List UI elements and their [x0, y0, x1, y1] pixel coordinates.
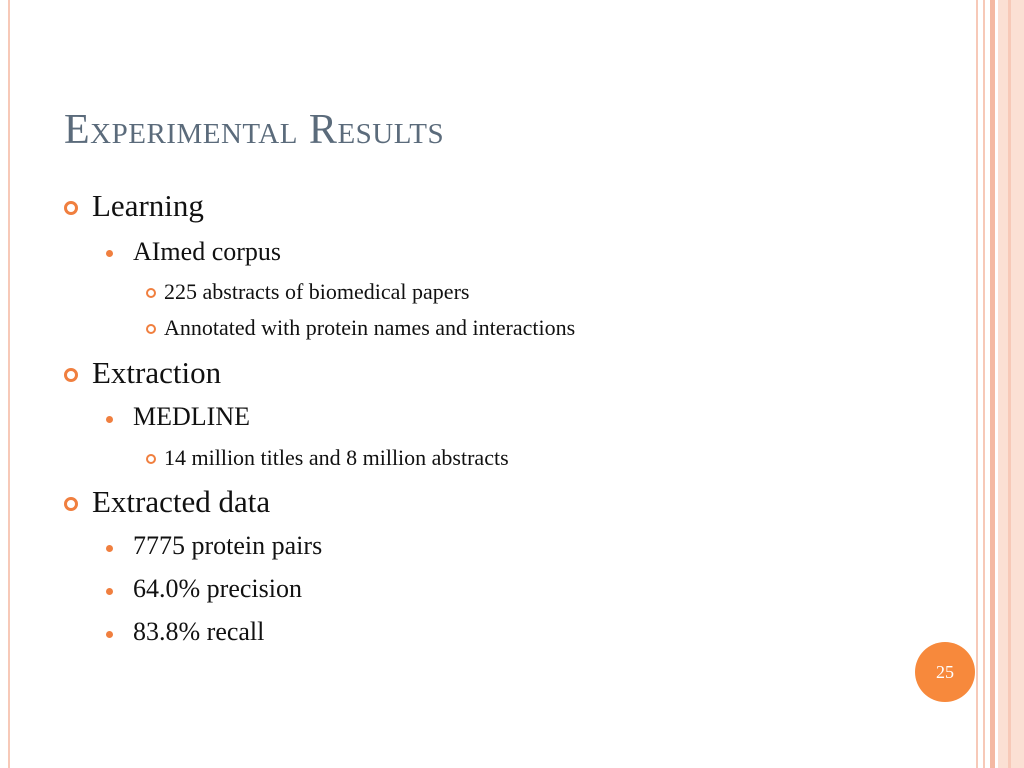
- page-number-badge: 25: [915, 642, 975, 702]
- slide-title: Experimental Results: [64, 107, 445, 153]
- right-stripe: [990, 0, 995, 768]
- left-border-line: [8, 0, 10, 768]
- ring-bullet-icon: [64, 368, 78, 382]
- bullet-abstracts: 225 abstracts of biomedical papers: [164, 279, 470, 304]
- right-stripe: [976, 0, 978, 768]
- bullet-extracted-data: Extracted data: [92, 484, 271, 519]
- ring-bullet-icon: [146, 454, 156, 464]
- right-stripe: [1008, 0, 1011, 768]
- bullet-protein-pairs: 7775 protein pairs: [133, 531, 323, 560]
- dot-bullet-icon: [106, 631, 113, 638]
- bullet-medline-size: 14 million titles and 8 million abstracts: [164, 445, 509, 470]
- ring-bullet-icon: [64, 201, 78, 215]
- dot-bullet-icon: [106, 588, 113, 595]
- ring-bullet-icon: [146, 324, 156, 334]
- ring-bullet-icon: [146, 288, 156, 298]
- ring-bullet-icon: [64, 497, 78, 511]
- bullet-learning: Learning: [92, 188, 204, 223]
- dot-bullet-icon: [106, 545, 113, 552]
- dot-bullet-icon: [106, 416, 113, 423]
- bullet-aimed-corpus: AImed corpus: [133, 237, 282, 266]
- right-stripe: [983, 0, 985, 768]
- bullet-precision: 64.0% precision: [133, 574, 302, 603]
- bullet-medline: MEDLINE: [133, 402, 250, 431]
- bullet-recall: 83.8% recall: [133, 617, 265, 646]
- bullet-extraction: Extraction: [92, 355, 222, 390]
- right-stripe: [998, 0, 1024, 768]
- bullet-annotated: Annotated with protein names and interactions: [164, 315, 576, 340]
- dot-bullet-icon: [106, 250, 113, 257]
